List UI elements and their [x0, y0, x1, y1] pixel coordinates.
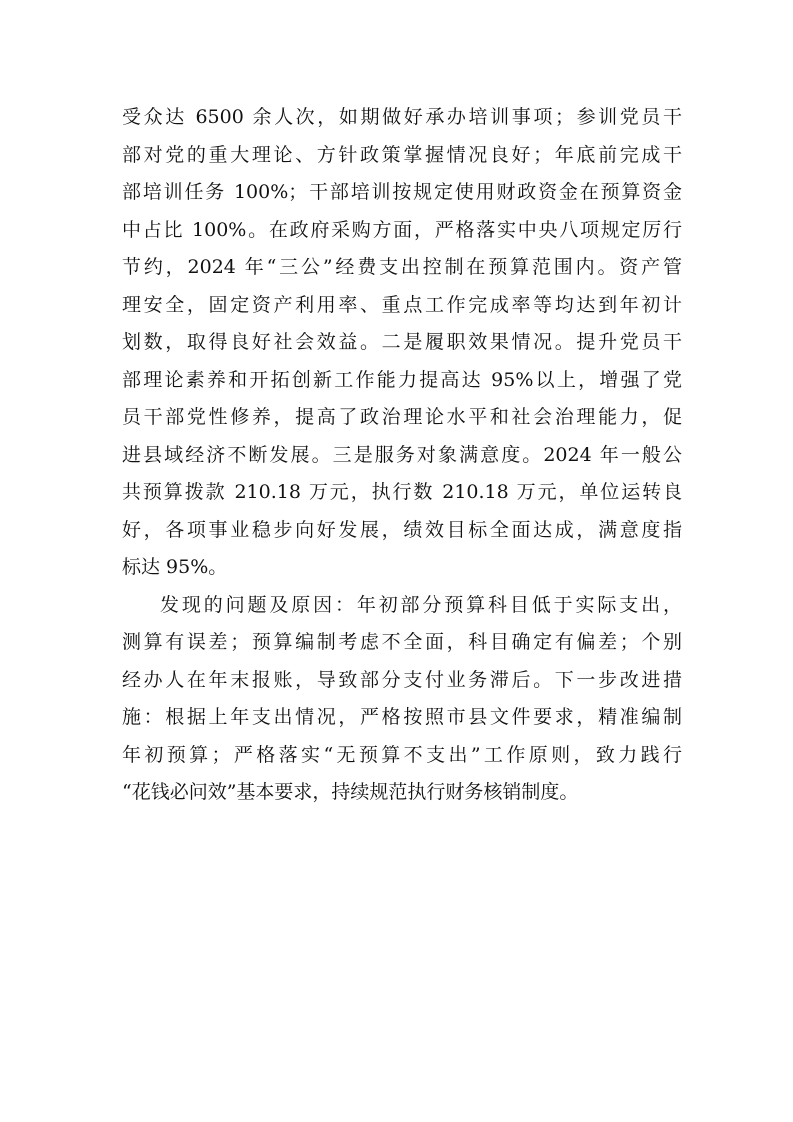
paragraph-1-line: 进县域经济不断发展。三是服务对象满意度。2024 年一般公: [122, 443, 682, 466]
paragraph-2-line: “花钱必问效”基本要求，持续规范执行财务核销制度。: [122, 781, 579, 803]
paragraph-1-line: 部培训任务 100%；干部培训按规定使用财政资金在预算资金: [122, 181, 682, 203]
paragraph-1-line: 共预算拨款 210.18 万元，执行数 210.18 万元，单位运转良: [122, 481, 682, 503]
paragraph-2-line: 发现的问题及原因：年初部分预算科目低于实际支出，: [160, 593, 682, 616]
paragraph-1-line: 划数，取得良好社会效益。二是履职效果情况。提升党员干: [122, 331, 682, 353]
paragraph-1: [122, 99, 682, 587]
paragraph-1-line: 中占比 100%。在政府采购方面，严格落实中央八项规定厉行: [122, 218, 682, 241]
paragraph-1-line: 好，各项事业稳步向好发展，绩效目标全面达成，满意度指: [122, 518, 682, 541]
paragraph-2-line: 年初预算；严格落实“无预算不支出”工作原则，致力践行: [122, 743, 682, 766]
paragraph-1-line: 部理论素养和开拓创新工作能力提高达 95%以上，增强了党: [122, 368, 682, 391]
paragraph-2-line: 经办人在年末报账，导致部分支付业务滞后。下一步改进措: [122, 668, 682, 691]
paragraph-1-line: 部对党的重大理论、方针政策掌握情况良好；年底前完成干: [122, 143, 682, 166]
paragraph-2: [122, 587, 682, 812]
paragraph-1-line: 员干部党性修养，提高了政治理论水平和社会治理能力，促: [122, 406, 682, 428]
document-body: [122, 99, 682, 812]
paragraph-2-line: 施：根据上年支出情况，严格按照市县文件要求，精准编制: [122, 706, 682, 728]
paragraph-1-line: 标达 95%。: [122, 556, 228, 578]
paragraph-1-line: 受众达 6500 余人次，如期做好承办培训事项；参训党员干: [122, 106, 682, 128]
paragraph-2-line: 测算有误差；预算编制考虑不全面，科目确定有偏差；个别: [122, 631, 682, 653]
paragraph-1-line: 节约，2024 年“三公”经费支出控制在预算范围内。资产管: [122, 256, 682, 278]
paragraph-1-line: 理安全，固定资产利用率、重点工作完成率等均达到年初计: [122, 293, 682, 316]
